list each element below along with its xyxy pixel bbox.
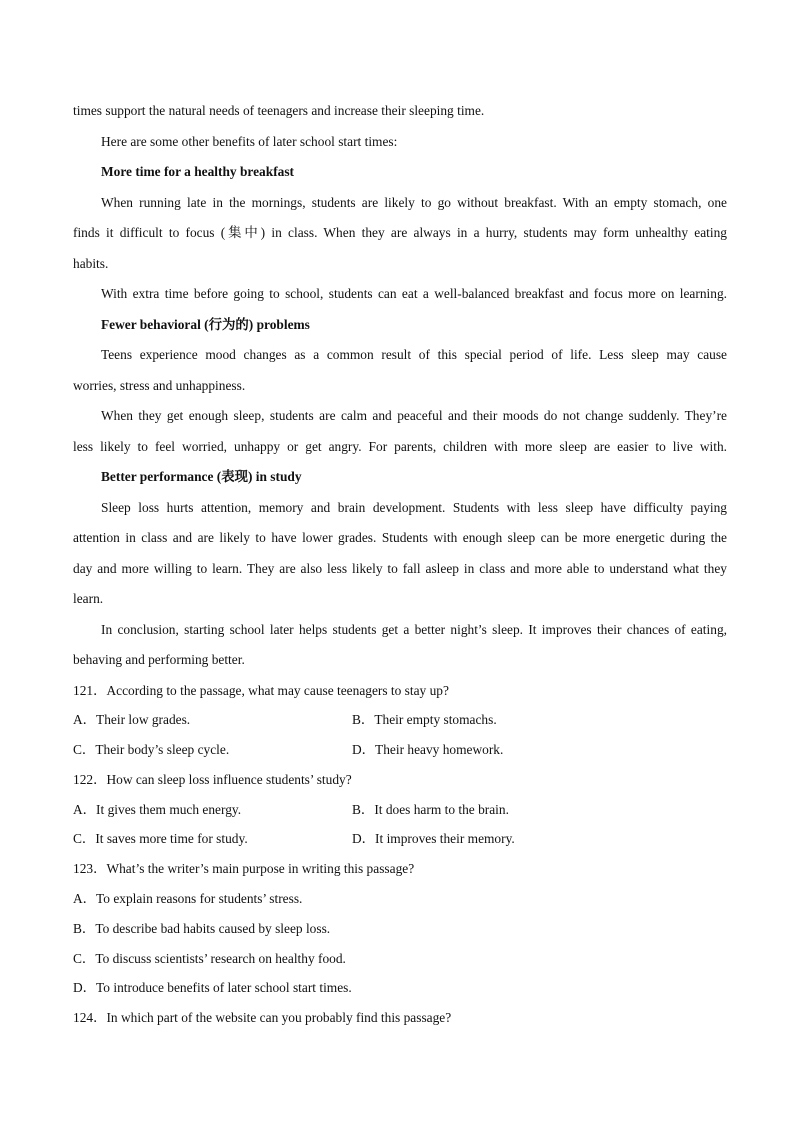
passage-line: habits. [73, 255, 109, 271]
passage-line [73, 615, 727, 646]
passage-line: worries, stress and unhappiness. [73, 377, 246, 393]
answer-option: D．It improves their memory. [352, 831, 515, 847]
passage-line: behaving and performing better. [73, 652, 245, 667]
answer-option: A．To explain reasons for students’ stress. [73, 891, 303, 907]
question-stem: 123．What’s the writer’s main purpose in writing this passage? [73, 861, 415, 877]
passage-line [73, 279, 727, 310]
answer-option: B．Their empty stomachs. [352, 712, 497, 728]
passage-line: Here are some other benefits of later school start times: [101, 133, 398, 149]
answer-option: D．Their heavy homework. [352, 742, 504, 758]
passage-line-text: less likely to feel worried, unhappy or get angry. For parents, children with more sleep are easier to live with. [73, 438, 727, 454]
question-section [73, 676, 727, 1034]
answer-option: C．To discuss scientists’ research on healthy food. [73, 950, 346, 966]
section-heading: Better performance (表现) in study [101, 469, 302, 484]
passage-line [73, 493, 727, 524]
passage-line [73, 432, 727, 463]
passage-line-text: With extra time before going to school, students can eat a well-balanced breakfast and focus more on learning. [101, 286, 727, 301]
document-page [73, 96, 727, 1033]
options-row [73, 705, 727, 735]
answer-option: C．Their body’s sleep cycle. [73, 742, 230, 758]
answer-option: A．It gives them much energy. [73, 801, 242, 817]
passage-line [73, 188, 727, 219]
answer-option: D．To introduce benefits of later school start times. [73, 980, 352, 996]
passage-line-text: When running late in the mornings, students are likely to go without breakfast. With an empty stomach, one [101, 194, 727, 210]
question-stem: 122．How can sleep loss influence students’ study? [73, 771, 352, 787]
question-stem: 124．In which part of the website can you probably find this passage? [73, 1010, 452, 1026]
question-stem: 121．According to the passage, what may cause teenagers to stay up? [73, 682, 449, 698]
passage-line [73, 401, 727, 432]
options-row [73, 735, 727, 765]
passage-line-text: Sleep loss hurts attention, memory and brain development. Students with less sleep have difficulty paying [101, 499, 727, 515]
answer-option: A．Their low grades. [73, 712, 191, 728]
answer-option: C．It saves more time for study. [73, 831, 248, 847]
section-heading: More time for a healthy breakfast [101, 164, 295, 179]
answer-option: B．It does harm to the brain. [352, 801, 509, 817]
passage-line-text: day and more willing to learn. They are also less likely to fall asleep in class and more able to understand what they [73, 560, 727, 576]
passage-line: times support the natural needs of teenagers and increase their sleeping time. [73, 103, 485, 118]
passage-line [73, 523, 727, 554]
passage-line-text: Teens experience mood changes as a common result of this special period of life. Less sleep may cause [101, 347, 727, 362]
passage-line-text: attention in class and are likely to have lower grades. Students with enough sleep can be more energetic during the [73, 530, 727, 545]
passage-line-text: When they get enough sleep, students are calm and peaceful and their moods do not change suddenly. They’re [101, 408, 727, 423]
passage-line [73, 340, 727, 371]
passage-line: learn. [73, 591, 104, 606]
options-row [73, 795, 727, 825]
passage [73, 96, 727, 676]
passage-line-text: In conclusion, starting school later helps students get a better night’s sleep. It improves their chances of eating, [101, 621, 727, 637]
passage-line-text: finds it difficult to focus (集中) in class. When they are always in a hurry, students may form unhealthy eating [73, 225, 727, 240]
section-heading: Fewer behavioral (行为的) problems [101, 316, 310, 332]
passage-line [73, 554, 727, 585]
options-row [73, 824, 727, 854]
passage-line [73, 218, 727, 249]
answer-option: B．To describe bad habits caused by sleep loss. [73, 920, 331, 936]
